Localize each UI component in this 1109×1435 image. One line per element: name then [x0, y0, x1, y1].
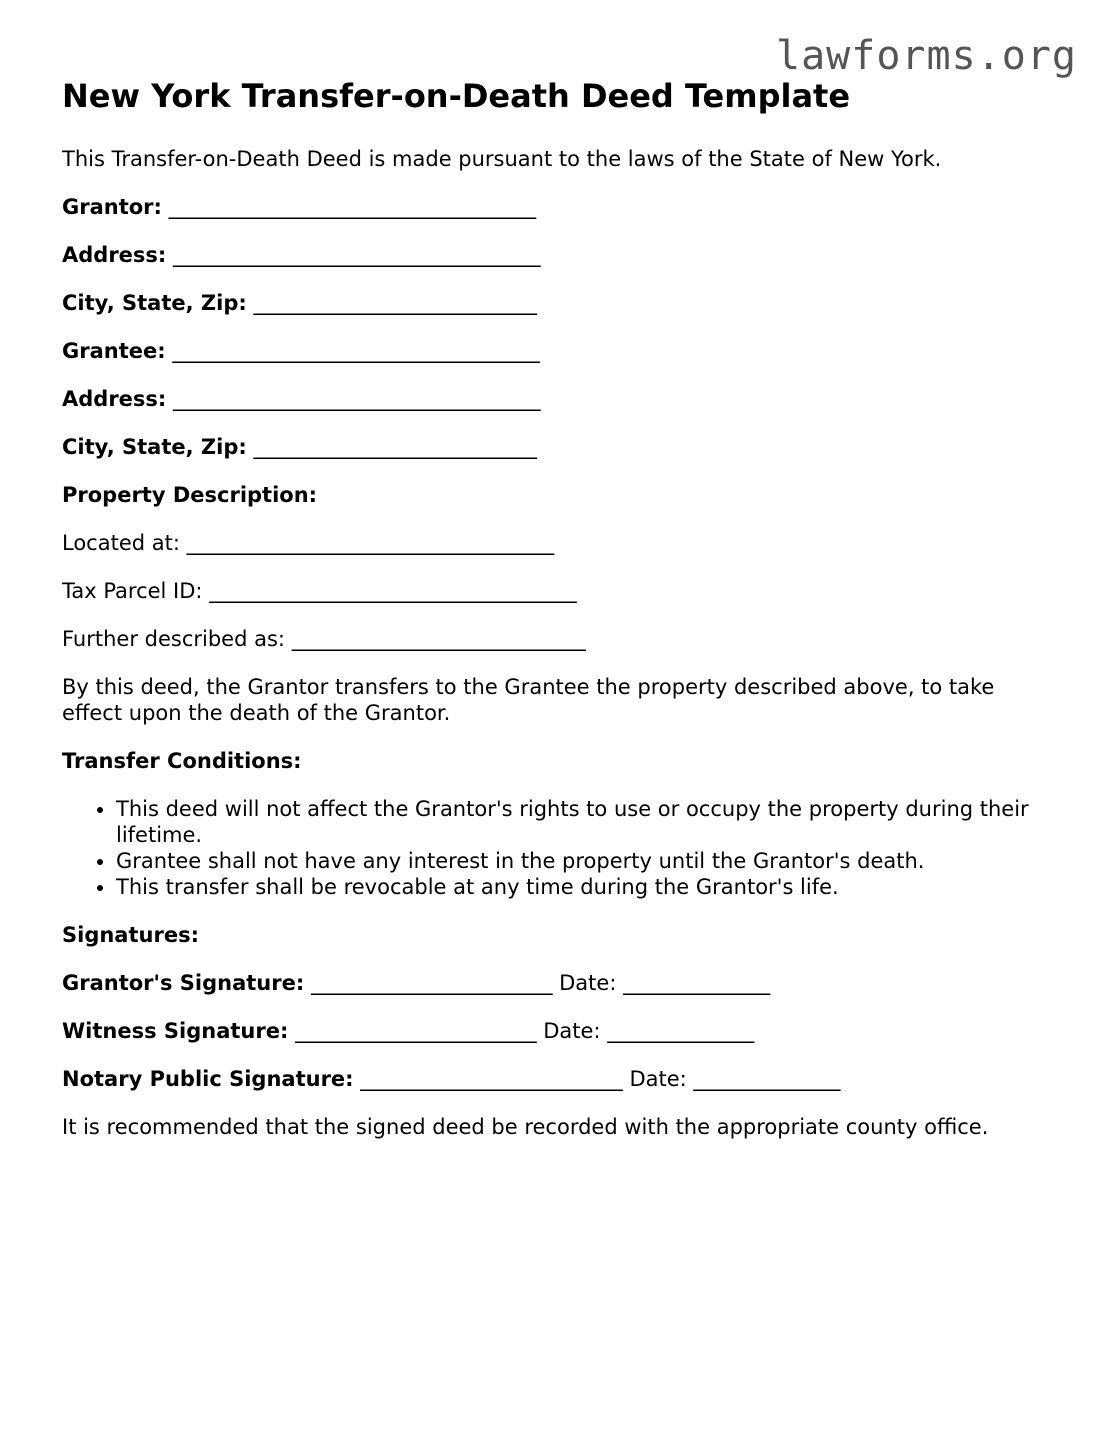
condition-item: • Grantee shall not have any interest in the property until the Grantor's death.: [116, 848, 1052, 874]
conditions-heading: Transfer Conditions:: [62, 749, 302, 773]
notary-date-blank[interactable]: ______________: [693, 1067, 841, 1091]
notary-signature-blank[interactable]: _________________________: [360, 1067, 623, 1091]
further-described-blank[interactable]: ____________________________: [291, 627, 586, 651]
located-field: [62, 530, 1052, 556]
notary-signature-label: Notary Public Signature:: [62, 1067, 354, 1091]
grantor-signature-label: Grantor's Signature:: [62, 971, 305, 995]
grantor-city-blank[interactable]: ___________________________: [253, 291, 537, 315]
tax-parcel-label: Tax Parcel ID:: [62, 579, 203, 603]
grantee-city-field: [62, 434, 1052, 460]
located-blank[interactable]: ___________________________________: [186, 531, 555, 555]
witness-date-blank[interactable]: ______________: [607, 1019, 755, 1043]
grantor-name-blank[interactable]: ___________________________________: [168, 195, 537, 219]
grantee-name-blank[interactable]: ___________________________________: [172, 339, 540, 363]
grantor-name-label: Grantor:: [62, 195, 162, 219]
grantor-city-label: City, State, Zip:: [62, 291, 247, 315]
grantee-name-field: [62, 338, 1052, 364]
witness-signature-label: Witness Signature:: [62, 1019, 289, 1043]
located-label: Located at:: [62, 531, 180, 555]
grantor-signature-row: [62, 970, 1052, 996]
signatures-heading: Signatures:: [62, 923, 199, 947]
grantor-name-field: [62, 194, 1052, 220]
witness-signature-row: [62, 1018, 1052, 1044]
further-described-label: Further described as:: [62, 627, 285, 651]
grantor-address-label: Address:: [62, 243, 167, 267]
condition-item: • This transfer shall be revocable at any time during the Grantor's life.: [116, 874, 1052, 900]
witness-signature-blank[interactable]: _______________________: [295, 1019, 537, 1043]
recommendation-text: It is recommended that the signed deed be recorded with the appropriate county office.: [62, 1115, 989, 1139]
watermark-logo: lawforms.org: [776, 33, 1077, 79]
grantee-address-field: [62, 386, 1052, 412]
grantor-signature-blank[interactable]: _______________________: [310, 971, 553, 995]
intro-text: This Transfer-on-Death Deed is made pursuant to the laws of the State of New York.: [62, 147, 942, 171]
grantor-address-blank[interactable]: ___________________________________: [173, 243, 541, 267]
grantor-date-label: Date:: [559, 971, 617, 995]
notary-date-label: Date:: [629, 1067, 687, 1091]
tax-parcel-blank[interactable]: ___________________________________: [209, 579, 577, 603]
grantee-city-blank[interactable]: ___________________________: [253, 435, 537, 459]
property-heading: Property Description:: [62, 483, 318, 507]
further-described-field: [62, 626, 1052, 652]
grantor-city-field: [62, 290, 1052, 316]
witness-date-label: Date:: [543, 1019, 601, 1043]
notary-signature-row: [62, 1066, 1052, 1092]
transfer-statement: By this deed, the Grantor transfers to the Grantee the property described above, to take effect upon the death of the Grantor.: [62, 675, 995, 725]
conditions-list: [62, 796, 1052, 900]
deed-document: [62, 74, 1052, 1162]
condition-item: • This deed will not affect the Grantor's rights to use or occupy the property during their lifetime.: [116, 796, 1052, 848]
tax-parcel-field: [62, 578, 1052, 604]
grantor-date-blank[interactable]: ______________: [623, 971, 771, 995]
grantor-address-field: [62, 242, 1052, 268]
grantee-city-label: City, State, Zip:: [62, 435, 247, 459]
grantee-name-label: Grantee:: [62, 339, 166, 363]
grantee-address-label: Address:: [62, 387, 167, 411]
grantee-address-blank[interactable]: ___________________________________: [173, 387, 541, 411]
document-title: New York Transfer-on-Death Deed Template: [62, 77, 851, 115]
